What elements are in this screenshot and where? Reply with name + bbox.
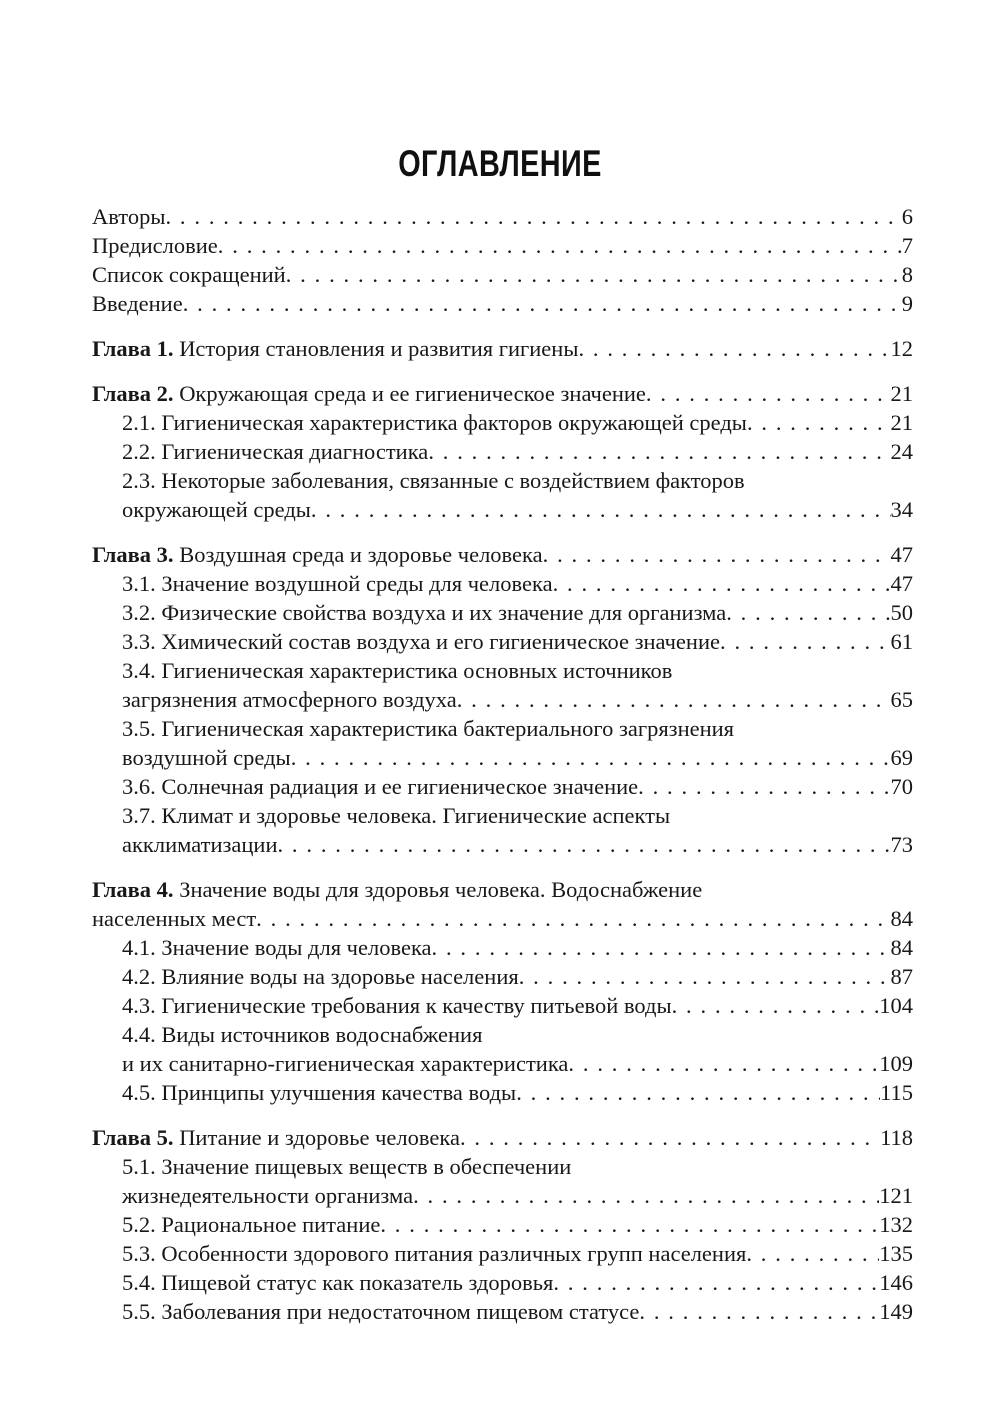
- dot-leader: [646, 379, 891, 408]
- toc-entry-text: 2.2. Гигиеническая диагностика: [122, 439, 429, 464]
- toc-entry-text: 5.3. Особенности здорового питания различных групп населения: [122, 1241, 747, 1266]
- toc-entry-subsection: [92, 627, 913, 656]
- toc-line: [122, 1268, 913, 1297]
- dot-leader: [553, 1268, 879, 1297]
- toc-entry-text: 4.1. Значение воды для человека: [122, 935, 432, 960]
- dot-leader: [578, 334, 890, 363]
- chapter-label: Глава 5.: [92, 1125, 174, 1150]
- toc-entry-subsection: [92, 1239, 913, 1268]
- toc-page-number: 47: [890, 571, 913, 596]
- toc-line: [122, 1210, 913, 1239]
- toc-line: [122, 1020, 913, 1049]
- toc-entry-text: и их санитарно-гигиеническая характеристика: [122, 1051, 569, 1076]
- toc-line: [92, 202, 913, 231]
- toc-page-number: 6: [901, 204, 913, 229]
- dot-leader: [183, 289, 902, 318]
- toc-page-number: 69: [890, 745, 913, 770]
- toc-entry-text: Предисловие: [92, 233, 218, 258]
- toc-entry-text: [92, 379, 646, 408]
- chapter-label: Глава 2.: [92, 381, 174, 406]
- toc-entry-text: воздушной среды: [122, 745, 291, 770]
- toc-entry-text: 3.3. Химический состав воздуха и его гигиеническое значение: [122, 629, 720, 654]
- dot-leader: [413, 1181, 879, 1210]
- toc-page-number: 9: [901, 291, 913, 316]
- toc-page-number: 21: [890, 410, 913, 435]
- toc-entry-subsection: [92, 801, 913, 859]
- toc-entry-subsection: [92, 1297, 913, 1326]
- toc-page-number: 7: [901, 233, 913, 258]
- toc-line: [122, 830, 913, 859]
- toc-line: [92, 260, 913, 289]
- toc-page-number: 121: [879, 1183, 913, 1208]
- toc-page-number: 109: [879, 1051, 913, 1076]
- dot-leader: [291, 743, 891, 772]
- dot-leader: [165, 202, 901, 231]
- dot-leader: [747, 408, 891, 437]
- toc-entry-text: [92, 540, 543, 569]
- dot-leader: [380, 1210, 879, 1239]
- toc-line: [122, 714, 913, 743]
- toc-entry-text: 3.5. Гигиеническая характеристика бактериального загрязнения: [122, 716, 735, 741]
- toc-entry-text: 2.3. Некоторые заболевания, связанные с воздействием факторов: [122, 468, 745, 493]
- dot-leader: [516, 1078, 880, 1107]
- toc-entry-text: 3.2. Физические свойства воздуха и их значение для организма: [122, 600, 727, 625]
- toc-page-number: 104: [879, 993, 913, 1018]
- toc-list: [92, 202, 913, 1326]
- toc-line: [92, 540, 913, 569]
- toc-entry-chapter: [92, 1123, 913, 1152]
- toc-page-number: 73: [890, 832, 913, 857]
- toc-entry-chapter: [92, 334, 913, 363]
- toc-entry-text: 4.4. Виды источников водоснабжения: [122, 1022, 483, 1047]
- toc-entry-text: загрязнения атмосферного воздуха: [122, 687, 457, 712]
- dot-leader: [256, 904, 890, 933]
- toc-page-number: 135: [879, 1241, 913, 1266]
- dot-leader: [218, 231, 902, 260]
- dot-leader: [460, 1123, 880, 1152]
- toc-line: [122, 933, 913, 962]
- toc-entry-text: [92, 875, 702, 904]
- toc-line: [122, 408, 913, 437]
- toc-entry-text: [92, 334, 578, 363]
- toc-line: [122, 495, 913, 524]
- toc-entry-subsection: [92, 598, 913, 627]
- toc-line: [92, 1123, 913, 1152]
- toc-entry-subsection: [92, 569, 913, 598]
- toc-entry-text: Список сокращений: [92, 262, 286, 287]
- toc-entry-chapter: [92, 540, 913, 569]
- toc-entry: [92, 289, 913, 318]
- dot-leader: [720, 627, 891, 656]
- toc-entry-title: Значение воды для здоровья человека. Водоснабжение: [179, 877, 703, 902]
- dot-leader: [432, 933, 891, 962]
- toc-line: [122, 1239, 913, 1268]
- toc-page-number: 118: [880, 1125, 913, 1150]
- toc-page-number: 34: [890, 497, 913, 522]
- toc-entry-subsection: [92, 1268, 913, 1297]
- dot-leader: [672, 991, 880, 1020]
- toc-line: [122, 1297, 913, 1326]
- toc-entry: [92, 260, 913, 289]
- toc-page-number: 84: [890, 935, 913, 960]
- toc-page-number: 149: [879, 1299, 913, 1324]
- toc-line: [122, 772, 913, 801]
- toc-entry-subsection: [92, 1210, 913, 1239]
- toc-entry-text: 4.5. Принципы улучшения качества воды: [122, 1080, 517, 1105]
- dot-leader: [457, 685, 891, 714]
- toc-line: [122, 1152, 913, 1181]
- toc-entry-subsection: [92, 1078, 913, 1107]
- toc-entry-chapter: [92, 379, 913, 408]
- toc-page-number: 115: [880, 1080, 913, 1105]
- chapter-label: Глава 4.: [92, 877, 174, 902]
- toc-page-number: 87: [890, 964, 913, 989]
- toc-page-number: 24: [890, 439, 913, 464]
- toc-line: [122, 962, 913, 991]
- chapter-label: Глава 1.: [92, 336, 174, 361]
- toc-entry-text: 3.1. Значение воздушной среды для человека: [122, 571, 553, 596]
- dot-leader: [277, 830, 890, 859]
- toc-entry-text: 3.7. Климат и здоровье человека. Гигиенические аспекты: [122, 803, 671, 828]
- toc-line: [122, 1181, 913, 1210]
- toc-entry-subsection: [92, 437, 913, 466]
- toc-line: [122, 598, 913, 627]
- toc-line: [122, 1078, 913, 1107]
- toc-entry-text: жизнедеятельности организма: [122, 1183, 414, 1208]
- toc-entry-subsection: [92, 962, 913, 991]
- toc-entry-subsection: [92, 656, 913, 714]
- toc-page-number: 47: [890, 542, 913, 567]
- toc-entry-subsection: [92, 772, 913, 801]
- toc-entry-text: окружающей среды: [122, 497, 311, 522]
- toc-entry: [92, 202, 913, 231]
- toc-entry-text: 5.5. Заболевания при недостаточном пищевом статусе: [122, 1299, 640, 1324]
- chapter-label: Глава 3.: [92, 542, 174, 567]
- dot-leader: [286, 260, 902, 289]
- toc-entry-text: 5.2. Рациональное питание: [122, 1212, 381, 1237]
- toc-line: [92, 875, 913, 904]
- toc-page-number: 21: [890, 381, 913, 406]
- toc-entry-subsection: [92, 466, 913, 524]
- dot-leader: [553, 569, 891, 598]
- dot-leader: [311, 495, 891, 524]
- dot-leader: [519, 962, 891, 991]
- toc-entry-title: Окружающая среда и ее гигиеническое значение: [179, 381, 646, 406]
- toc-entry-subsection: [92, 933, 913, 962]
- toc-entry-text: 5.4. Пищевой статус как показатель здоровья: [122, 1270, 554, 1295]
- toc-entry-subsection: [92, 408, 913, 437]
- page-title: ОГЛАВЛЕНИЕ: [398, 143, 602, 184]
- toc-line: [122, 627, 913, 656]
- toc-entry-subsection: [92, 1152, 913, 1210]
- toc-entry-title: Питание и здоровье человека: [179, 1125, 460, 1150]
- toc-line: [122, 437, 913, 466]
- toc-page-number: 70: [890, 774, 913, 799]
- toc-page-number: 84: [890, 906, 913, 931]
- toc-page-number: 50: [890, 600, 913, 625]
- toc-entry-title: История становления и развития гигиены: [179, 336, 579, 361]
- toc-line: [122, 1049, 913, 1078]
- toc-line: [122, 743, 913, 772]
- toc-entry-text: 4.3. Гигиенические требования к качеству питьевой воды: [122, 993, 672, 1018]
- toc-entry-text: Авторы: [92, 204, 166, 229]
- toc-page-number: 12: [890, 336, 913, 361]
- toc-line: [122, 991, 913, 1020]
- dot-leader: [543, 540, 891, 569]
- toc-entry-chapter: [92, 875, 913, 933]
- dot-leader: [639, 1297, 879, 1326]
- toc-entry: [92, 231, 913, 260]
- toc-page-number: 8: [901, 262, 913, 287]
- toc-line: [122, 656, 913, 685]
- dot-leader: [638, 772, 890, 801]
- toc-line: [122, 685, 913, 714]
- toc-entry-text: [92, 1123, 460, 1152]
- toc-entry-text: 3.6. Солнечная радиация и ее гигиеническое значение: [122, 774, 639, 799]
- toc-line: [92, 904, 913, 933]
- dot-leader: [746, 1239, 879, 1268]
- toc-entry-text: 5.1. Значение пищевых веществ в обеспечении: [122, 1154, 572, 1179]
- toc-entry-subsection: [92, 714, 913, 772]
- toc-line: [122, 569, 913, 598]
- toc-entry-text: Введение: [92, 291, 183, 316]
- toc-entry-text: 2.1. Гигиеническая характеристика факторов окружающей среды: [122, 410, 747, 435]
- toc-line: [122, 801, 913, 830]
- toc-line: [92, 231, 913, 260]
- toc-page-number: 132: [879, 1212, 913, 1237]
- dot-leader: [726, 598, 890, 627]
- toc-line: [122, 466, 913, 495]
- toc-entry-text: акклиматизации: [122, 832, 278, 857]
- toc-line: [92, 289, 913, 318]
- toc-page-number: 61: [890, 629, 913, 654]
- dot-leader: [568, 1049, 879, 1078]
- dot-leader: [428, 437, 890, 466]
- toc-entry-text: 3.4. Гигиеническая характеристика основных источников: [122, 658, 673, 683]
- toc-entry-text: населенных мест: [92, 906, 257, 931]
- toc-entry-subsection: [92, 1020, 913, 1078]
- toc-line: [92, 334, 913, 363]
- toc-entry-title: Воздушная среда и здоровье человека: [179, 542, 543, 567]
- toc-page-number: 146: [879, 1270, 913, 1295]
- toc-line: [92, 379, 913, 408]
- toc-entry-subsection: [92, 991, 913, 1020]
- toc-page-number: 65: [890, 687, 913, 712]
- toc-entry-text: 4.2. Влияние воды на здоровье населения: [122, 964, 519, 989]
